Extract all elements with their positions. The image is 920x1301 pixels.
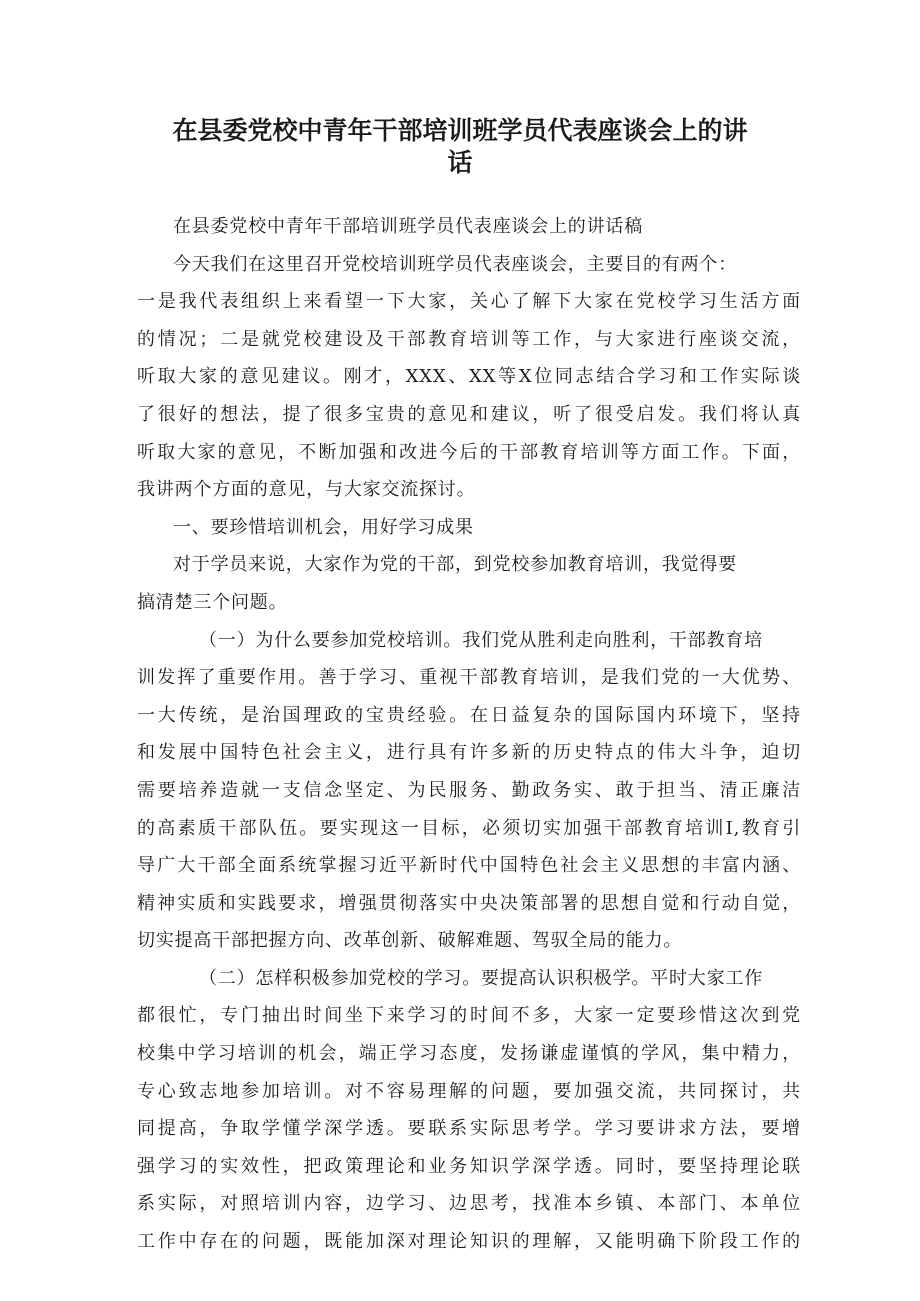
document-title-line-1: 在县委党校中青年干部培训班学员代表座谈会上的讲 — [172, 116, 748, 145]
paragraph-line: 导广大干部全面系统掌握习近平新时代中国特色社会主义思想的丰富内涵、 — [137, 855, 801, 877]
paragraph-line: 校集中学习培训的机会，端正学习态度，发扬谦虚谨慎的学风，集中精力， — [137, 1043, 801, 1065]
subtitle-line: 在县委党校中青年干部培训班学员代表座谈会上的讲话稿 — [173, 216, 643, 237]
paragraph-line: 系实际，对照培训内容，边学习、边思考，找准本乡镇、本部门、本单位 — [137, 1193, 801, 1215]
paragraph-line: 搞清楚三个问题。 — [137, 591, 288, 613]
paragraph-line: 同提高，争取学懂学深学透。要联系实际思考学。学习要讲求方法，要增 — [137, 1118, 801, 1140]
paragraph-line: 需要培养造就一支信念坚定、为民服务、勤政务实、敢于担当、清正廉洁 — [137, 779, 801, 801]
paragraph-line: （二）怎样积极参加党校的学习。要提高认识积极学。平时大家工作 — [199, 967, 763, 989]
section-heading: 一、要珍惜培训机会，用好学习成果 — [173, 516, 474, 538]
paragraph-line: （一）为什么要参加党校培训。我们党从胜利走向胜利，干部教育培 — [199, 629, 763, 651]
paragraph-line: 切实提高干部把握方向、改革创新、破解难题、驾驭全局的能力。 — [137, 930, 683, 952]
paragraph-line: 听取大家的意见，不断加强和改进今后的干部教育培训等方面工作。下面， — [137, 441, 801, 463]
document-title-line-2: 话 — [447, 148, 473, 177]
paragraph-line: 一是我代表组织上来看望一下大家，关心了解下大家在党校学习生活方面 — [137, 291, 801, 313]
paragraph-line: 了很好的想法，提了很多宝贵的意见和建议，听了很受启发。我们将认真 — [137, 403, 801, 425]
paragraph-line: 工作中存在的问题，既能加深对理论知识的理解，又能明确下阶段工作的 — [137, 1231, 801, 1253]
document-body — [137, 208, 801, 1261]
paragraph-line: 专心致志地参加培训。对不容易理解的问题，要加强交流，共同探讨，共 — [137, 1080, 801, 1102]
paragraph-line: 听取大家的意见建议。刚才，XXX、XX等X位同志结合学习和工作实际谈 — [137, 366, 801, 388]
paragraph-line: 训发挥了重要作用。善于学习、重视干部教育培训，是我们党的一大优势、 — [137, 667, 801, 689]
paragraph-line: 今天我们在这里召开党校培训班学员代表座谈会，主要目的有两个： — [173, 253, 737, 275]
paragraph-line: 和发展中国特色社会主义，进行具有许多新的历史特点的伟大斗争，迫切 — [137, 742, 801, 764]
paragraph-line: 对于学员来说，大家作为党的干部，到党校参加教育培训，我觉得要 — [173, 554, 737, 576]
paragraph-line: 的高素质干部队伍。要实现这一目标，必须切实加强干部教育培训I,教育引 — [137, 817, 801, 839]
paragraph-line: 的情况；二是就党校建设及干部教育培训等工作，与大家进行座谈交流， — [137, 328, 801, 350]
paragraph-line: 一大传统，是治国理政的宝贵经验。在日益复杂的国际国内环境下，坚持 — [137, 704, 801, 726]
paragraph-line: 强学习的实效性，把政策理论和业务知识学深学透。同时，要坚持理论联 — [137, 1155, 801, 1177]
paragraph-line: 精神实质和实践要求，增强贯彻落实中央决策部署的思想自觉和行动自觉， — [137, 892, 801, 914]
paragraph-line: 都很忙，专门抽出时间坐下来学习的时间不多，大家一定要珍惜这次到党 — [137, 1005, 801, 1027]
paragraph-line: 我讲两个方面的意见，与大家交流探讨。 — [137, 479, 476, 501]
